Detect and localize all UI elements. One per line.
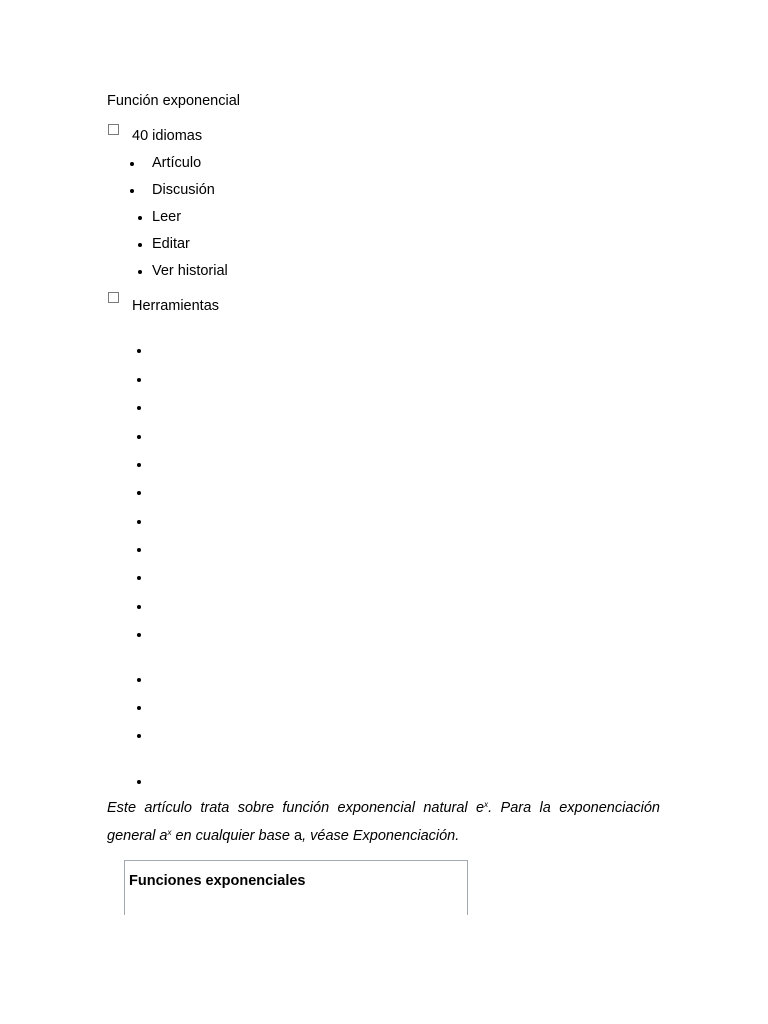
tools-checkbox[interactable]	[108, 292, 119, 303]
hatnote-text-4: , véase	[302, 828, 353, 844]
infobox	[124, 860, 468, 915]
bullet-icon	[138, 216, 142, 220]
hatnote-sup-1: x	[484, 800, 489, 809]
empty-list-item	[137, 349, 141, 353]
hatnote-end: .	[455, 828, 460, 844]
empty-list-item	[137, 605, 141, 609]
hatnote-text-3: en cualquier base	[171, 828, 294, 844]
empty-list-item	[137, 435, 141, 439]
empty-list-item	[137, 780, 141, 784]
hatnote-text-2: . Para la exponenciación general a	[107, 800, 660, 844]
exponentiation-link[interactable]: Exponenciación	[352, 828, 456, 844]
tab-article[interactable]: Artículo	[152, 155, 202, 171]
empty-list-item	[137, 706, 141, 710]
infobox-title: Funciones exponenciales	[129, 873, 306, 889]
languages-toggle-label[interactable]: 40 idiomas	[132, 128, 203, 144]
empty-list-item	[137, 678, 141, 682]
bullet-icon	[130, 189, 134, 193]
bullet-icon	[138, 270, 142, 274]
empty-list-item	[137, 463, 141, 467]
page-title: Función exponencial	[107, 93, 241, 109]
tab-discussion[interactable]: Discusión	[152, 182, 215, 198]
empty-list-item	[137, 734, 141, 738]
view-history[interactable]: Ver historial	[152, 263, 228, 279]
hatnote-sup-2: x	[167, 828, 172, 837]
bullet-icon	[130, 162, 134, 166]
view-edit[interactable]: Editar	[152, 236, 190, 252]
empty-list-item	[137, 406, 141, 410]
languages-checkbox[interactable]	[108, 124, 119, 135]
hatnote-text-1: Este artículo trata sobre función exponencial natural e	[107, 800, 485, 816]
empty-list-item	[137, 378, 141, 382]
empty-list-item	[137, 576, 141, 580]
empty-list-item	[137, 520, 141, 524]
empty-list-item	[137, 633, 141, 637]
tools-toggle-label[interactable]: Herramientas	[132, 298, 220, 314]
hatnote	[107, 794, 660, 850]
empty-list-item	[137, 491, 141, 495]
bullet-icon	[138, 243, 142, 247]
view-read[interactable]: Leer	[152, 209, 182, 225]
hatnote-base: a	[294, 828, 303, 844]
empty-list-item	[137, 548, 141, 552]
